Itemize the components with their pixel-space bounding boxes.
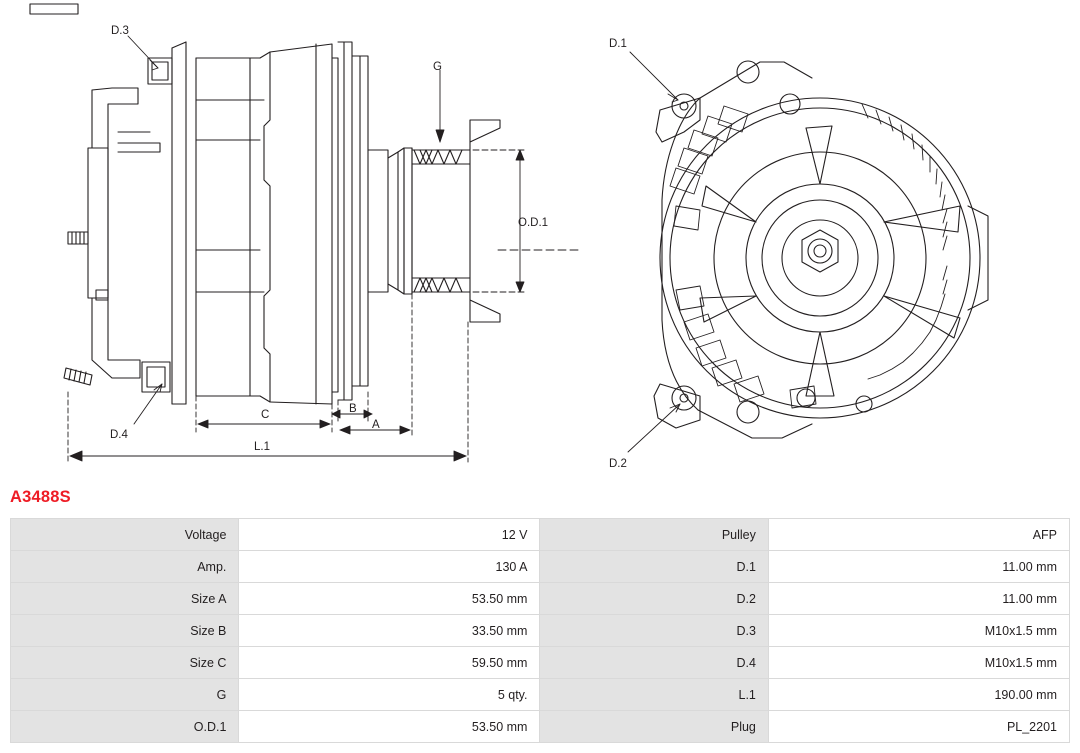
spec-value: 33.50 mm (239, 615, 540, 647)
specifications-table (10, 518, 1070, 743)
table-row (11, 711, 1070, 743)
spec-value: PL_2201 (768, 711, 1069, 743)
spec-value: 130 A (239, 551, 540, 583)
spec-value: 53.50 mm (239, 711, 540, 743)
spec-label: Voltage (11, 519, 239, 551)
spec-value: 190.00 mm (768, 679, 1069, 711)
table-row (11, 647, 1070, 679)
spec-label: D.1 (540, 551, 768, 583)
spec-label: L.1 (540, 679, 768, 711)
spec-label: O.D.1 (11, 711, 239, 743)
spec-label: D.3 (540, 615, 768, 647)
callout-g: G (433, 61, 442, 73)
table-row (11, 519, 1070, 551)
callout-c: C (261, 409, 270, 421)
callout-d3: D.3 (111, 25, 129, 37)
spec-label: Size A (11, 583, 239, 615)
spec-value: 12 V (239, 519, 540, 551)
table-row (11, 583, 1070, 615)
part-number: A3488S (10, 488, 71, 506)
spec-label: Size C (11, 647, 239, 679)
callout-d4: D.4 (110, 429, 128, 441)
spec-label: Plug (540, 711, 768, 743)
spec-value: M10x1.5 mm (768, 647, 1069, 679)
spec-label: G (11, 679, 239, 711)
callout-d2: D.2 (609, 458, 627, 470)
spec-label: Size B (11, 615, 239, 647)
spec-value: 11.00 mm (768, 551, 1069, 583)
callout-b: B (349, 403, 357, 415)
spec-value: 5 qty. (239, 679, 540, 711)
spec-value: 53.50 mm (239, 583, 540, 615)
spec-value: 11.00 mm (768, 583, 1069, 615)
spec-label: Pulley (540, 519, 768, 551)
table-row (11, 679, 1070, 711)
spec-value: M10x1.5 mm (768, 615, 1069, 647)
table-row (11, 615, 1070, 647)
callout-od1: O.D.1 (518, 217, 549, 229)
callout-a: A (372, 419, 380, 431)
spec-label: D.2 (540, 583, 768, 615)
spec-value: 59.50 mm (239, 647, 540, 679)
table-row (11, 551, 1070, 583)
spec-value: AFP (768, 519, 1069, 551)
spec-label: D.4 (540, 647, 768, 679)
callout-l1: L.1 (254, 441, 270, 453)
spec-label: Amp. (11, 551, 239, 583)
callout-d1: D.1 (609, 38, 627, 50)
